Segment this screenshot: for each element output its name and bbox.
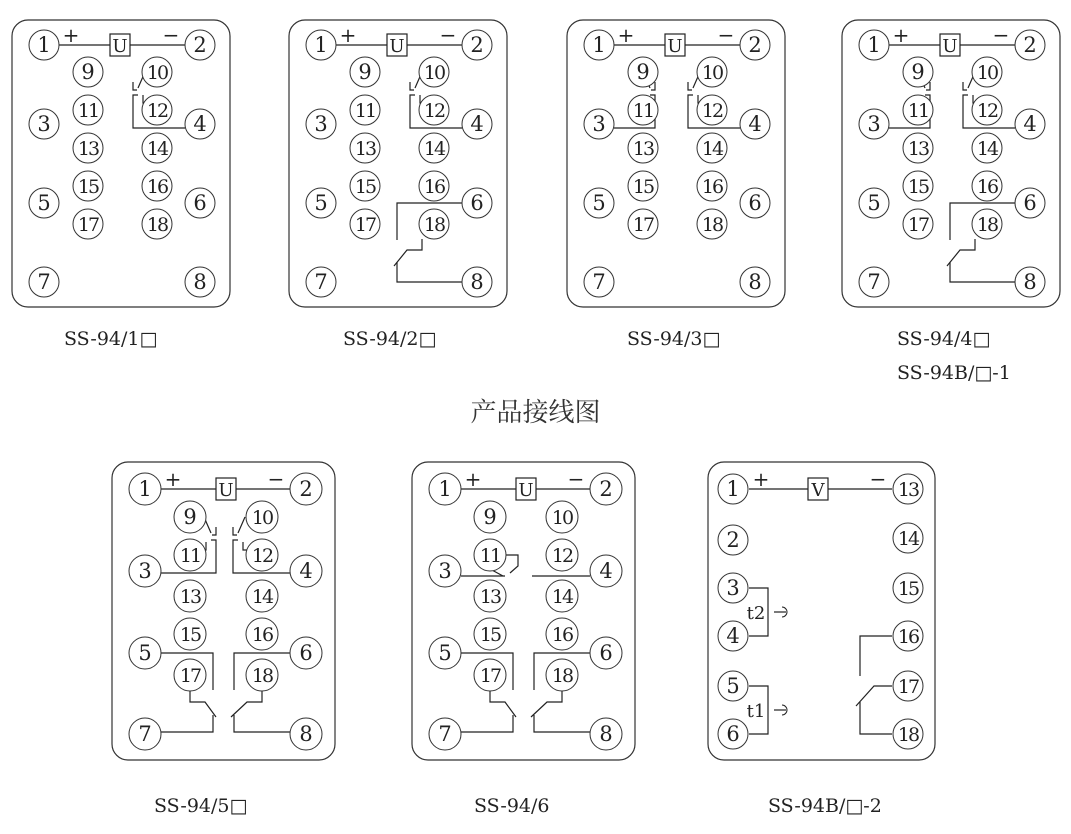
- terminal-label: 2: [599, 477, 613, 501]
- terminal-label: 1: [592, 33, 606, 57]
- terminal-label: 11: [632, 100, 654, 122]
- minus-sign: −: [717, 23, 735, 47]
- terminal-label: 8: [470, 270, 484, 294]
- terminal-label: 18: [146, 214, 168, 236]
- terminal-label: 1: [867, 33, 881, 57]
- terminal-label: 2: [470, 33, 484, 57]
- relay-panel-p6: [412, 462, 635, 760]
- terminal-label: 14: [251, 586, 273, 608]
- terminal-label: 6: [748, 191, 762, 215]
- terminal-label: 3: [314, 112, 328, 136]
- terminal-label: 12: [423, 100, 445, 122]
- terminal-label: 17: [354, 214, 376, 236]
- terminal-label: 6: [299, 641, 313, 665]
- terminal-label: 11: [907, 100, 929, 122]
- terminal-label: 16: [146, 176, 168, 198]
- terminal-label: 1: [314, 33, 328, 57]
- terminal-label: 18: [897, 724, 919, 746]
- terminal-label: 16: [701, 176, 723, 198]
- terminal-label: 11: [77, 100, 99, 122]
- terminal-label: 15: [179, 624, 201, 646]
- terminal-label: 8: [299, 722, 313, 746]
- plus-sign: +: [464, 467, 482, 491]
- terminal-label: 13: [354, 138, 376, 160]
- terminal-label: 15: [632, 176, 654, 198]
- terminal-label: 14: [976, 138, 998, 160]
- terminal-label: 12: [146, 100, 168, 122]
- terminal-label: 13: [479, 586, 501, 608]
- relay-panel-p5: [112, 462, 335, 760]
- terminal-label: 10: [251, 507, 273, 529]
- terminal-label: 14: [551, 586, 573, 608]
- timer-label: t1: [746, 701, 766, 722]
- terminal-label: 1: [726, 477, 740, 501]
- terminal-label: 7: [37, 270, 51, 294]
- terminal-label: 10: [701, 62, 723, 84]
- terminal-label: 13: [632, 138, 654, 160]
- caption-p4: SS-94/4□: [897, 328, 991, 350]
- terminal-label: 9: [358, 60, 372, 84]
- terminal-label: 18: [551, 665, 573, 687]
- minus-sign: −: [869, 467, 887, 491]
- terminal-label: 17: [907, 214, 929, 236]
- terminal-label: 13: [179, 586, 201, 608]
- terminal-label: 17: [897, 676, 919, 698]
- terminal-label: 16: [251, 624, 273, 646]
- terminal-label: 8: [748, 270, 762, 294]
- terminal-label: 15: [479, 624, 501, 646]
- terminal-label: 10: [551, 507, 573, 529]
- terminal-label: 18: [976, 214, 998, 236]
- plus-sign: +: [617, 23, 635, 47]
- caption-p7: SS-94B/□-2: [768, 795, 882, 817]
- terminal-label: 15: [77, 176, 99, 198]
- terminal-label: 2: [748, 33, 762, 57]
- terminal-label: 13: [907, 138, 929, 160]
- terminal-label: 7: [867, 270, 881, 294]
- plus-sign: +: [164, 467, 182, 491]
- terminal-label: 7: [438, 722, 452, 746]
- terminal-label: 15: [897, 578, 919, 600]
- terminal-label: 16: [551, 624, 573, 646]
- plus-sign: +: [892, 23, 910, 47]
- terminal-label: 15: [907, 176, 929, 198]
- coil-symbol: U: [218, 480, 234, 501]
- terminal-label: 4: [599, 559, 613, 583]
- timer-label: t2: [746, 603, 766, 624]
- terminal-label: 7: [592, 270, 606, 294]
- terminal-label: 17: [179, 665, 201, 687]
- terminal-label: 9: [81, 60, 95, 84]
- terminal-label: 3: [867, 112, 881, 136]
- coil-symbol: U: [518, 480, 534, 501]
- terminal-label: 5: [314, 191, 328, 215]
- minus-sign: −: [267, 467, 285, 491]
- terminal-label: 1: [438, 477, 452, 501]
- terminal-label: 2: [726, 528, 740, 552]
- minus-sign: −: [567, 467, 585, 491]
- terminal-label: 18: [701, 214, 723, 236]
- coil-symbol: V: [811, 480, 825, 501]
- terminal-label: 3: [138, 559, 152, 583]
- terminal-label: 11: [179, 545, 201, 567]
- caption-p6: SS-94/6: [474, 795, 550, 817]
- terminal-label: 16: [423, 176, 445, 198]
- terminal-label: 13: [77, 138, 99, 160]
- plus-sign: +: [62, 23, 80, 47]
- terminal-label: 6: [599, 641, 613, 665]
- terminal-label: 4: [1023, 112, 1037, 136]
- terminal-label: 5: [726, 674, 740, 698]
- terminal-label: 9: [911, 60, 925, 84]
- terminal-label: 17: [479, 665, 501, 687]
- terminal-label: 8: [599, 722, 613, 746]
- terminal-label: 6: [726, 722, 740, 746]
- terminal-label: 9: [183, 505, 197, 529]
- terminal-label: 16: [897, 626, 919, 648]
- caption-p5: SS-94/5□: [154, 795, 248, 817]
- terminal-label: 4: [726, 624, 740, 648]
- terminal-label: 12: [701, 100, 723, 122]
- terminal-label: 13: [897, 479, 919, 501]
- minus-sign: −: [992, 23, 1010, 47]
- terminal-label: 8: [1023, 270, 1037, 294]
- terminal-label: 4: [748, 112, 762, 136]
- terminal-label: 2: [299, 477, 313, 501]
- terminal-label: 3: [726, 576, 740, 600]
- caption-p3: SS-94/3□: [627, 328, 721, 350]
- terminal-label: 14: [146, 138, 168, 160]
- relay-panel-p7: [708, 462, 935, 760]
- relay-panel-p1: [12, 20, 230, 307]
- terminal-label: 7: [138, 722, 152, 746]
- terminal-label: 10: [423, 62, 445, 84]
- terminal-label: 5: [592, 191, 606, 215]
- terminal-label: 9: [636, 60, 650, 84]
- terminal-label: 4: [193, 112, 207, 136]
- relay-panel-p2: [289, 20, 507, 307]
- terminal-label: 1: [138, 477, 152, 501]
- terminal-label: 2: [1023, 33, 1037, 57]
- terminal-label: 4: [299, 559, 313, 583]
- terminal-label: 17: [632, 214, 654, 236]
- relay-panel-p3: [567, 20, 785, 307]
- coil-symbol: U: [667, 36, 683, 57]
- terminal-label: 4: [470, 112, 484, 136]
- coil-symbol: U: [942, 36, 958, 57]
- terminal-label: 10: [976, 62, 998, 84]
- relay-panel-p4: [842, 20, 1060, 307]
- terminal-label: 17: [77, 214, 99, 236]
- terminal-label: 5: [138, 641, 152, 665]
- terminal-label: 12: [976, 100, 998, 122]
- terminal-label: 18: [423, 214, 445, 236]
- caption-p2: SS-94/2□: [343, 328, 437, 350]
- terminal-label: 12: [251, 545, 273, 567]
- coil-symbol: U: [112, 36, 128, 57]
- terminal-label: 1: [37, 33, 51, 57]
- terminal-label: 3: [592, 112, 606, 136]
- terminal-label: 8: [193, 270, 207, 294]
- caption-p1: SS-94/1□: [64, 328, 158, 350]
- terminal-label: 7: [314, 270, 328, 294]
- terminal-label: 2: [193, 33, 207, 57]
- terminal-label: 15: [354, 176, 376, 198]
- terminal-label: 5: [438, 641, 452, 665]
- terminal-label: 3: [438, 559, 452, 583]
- plus-sign: +: [339, 23, 357, 47]
- terminal-label: 14: [897, 528, 919, 550]
- terminal-label: 14: [423, 138, 445, 160]
- terminal-label: 14: [701, 138, 723, 160]
- terminal-label: 6: [1023, 191, 1037, 215]
- minus-sign: −: [439, 23, 457, 47]
- minus-sign: −: [162, 23, 180, 47]
- terminal-label: 11: [354, 100, 376, 122]
- terminal-label: 6: [193, 191, 207, 215]
- coil-symbol: U: [389, 36, 405, 57]
- caption-p4-alt: SS-94B/□-1: [897, 362, 1011, 384]
- terminal-label: 6: [470, 191, 484, 215]
- terminal-label: 3: [37, 112, 51, 136]
- terminal-label: 16: [976, 176, 998, 198]
- plus-sign: +: [752, 467, 770, 491]
- terminal-label: 18: [251, 665, 273, 687]
- terminal-label: 10: [146, 62, 168, 84]
- terminal-label: 5: [867, 191, 881, 215]
- terminal-label: 11: [479, 545, 501, 567]
- page-title: 产品接线图: [470, 398, 601, 428]
- terminal-label: 5: [37, 191, 51, 215]
- terminal-label: 12: [551, 545, 573, 567]
- terminal-label: 9: [483, 505, 497, 529]
